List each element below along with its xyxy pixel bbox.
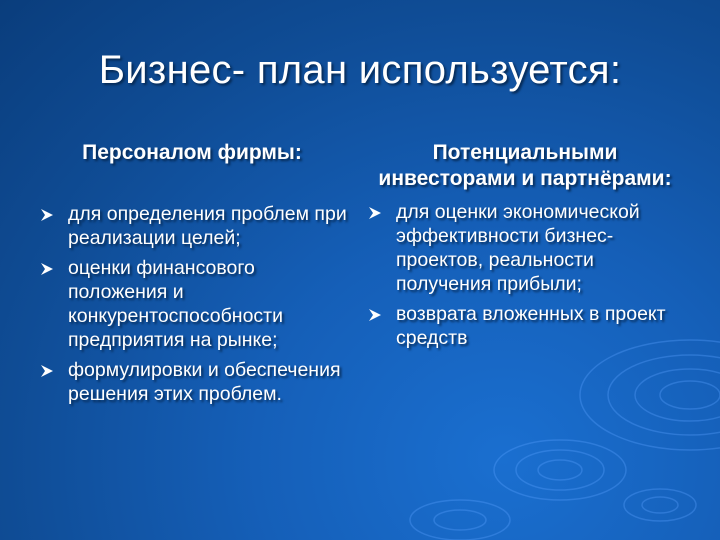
arrowhead-bullet-icon [368,206,382,220]
list-item-text: оценки финансового положения и конкурентоспособности предприятия на рынке; [68,257,283,351]
left-column [40,140,350,412]
list-item-text: возврата вложенных в проект средств [396,303,666,349]
list-item [40,202,350,250]
arrowhead-bullet-icon [40,208,54,222]
list-item-text: для оценки экономической эффективности бизнес-проектов, реальности получения прибыли; [396,201,640,295]
column-heading: Потенциальными инвесторами и партнёрами: [378,141,672,190]
list-item-text: формулировки и обеспечения решения этих проблем. [68,359,341,405]
list-item [40,358,350,406]
list-item [368,200,674,296]
arrowhead-bullet-icon [40,262,54,276]
list-item [40,256,350,352]
slide-title: Бизнес- план используется: [98,48,622,92]
arrowhead-bullet-icon [368,308,382,322]
column-heading: Персоналом фирмы: [82,141,302,164]
bullet-list [40,202,350,406]
bullet-list [368,200,674,350]
list-item [368,302,674,350]
list-item-text: для определения проблем при реализации целей; [68,203,347,249]
arrowhead-bullet-icon [40,364,54,378]
right-column [368,140,674,356]
